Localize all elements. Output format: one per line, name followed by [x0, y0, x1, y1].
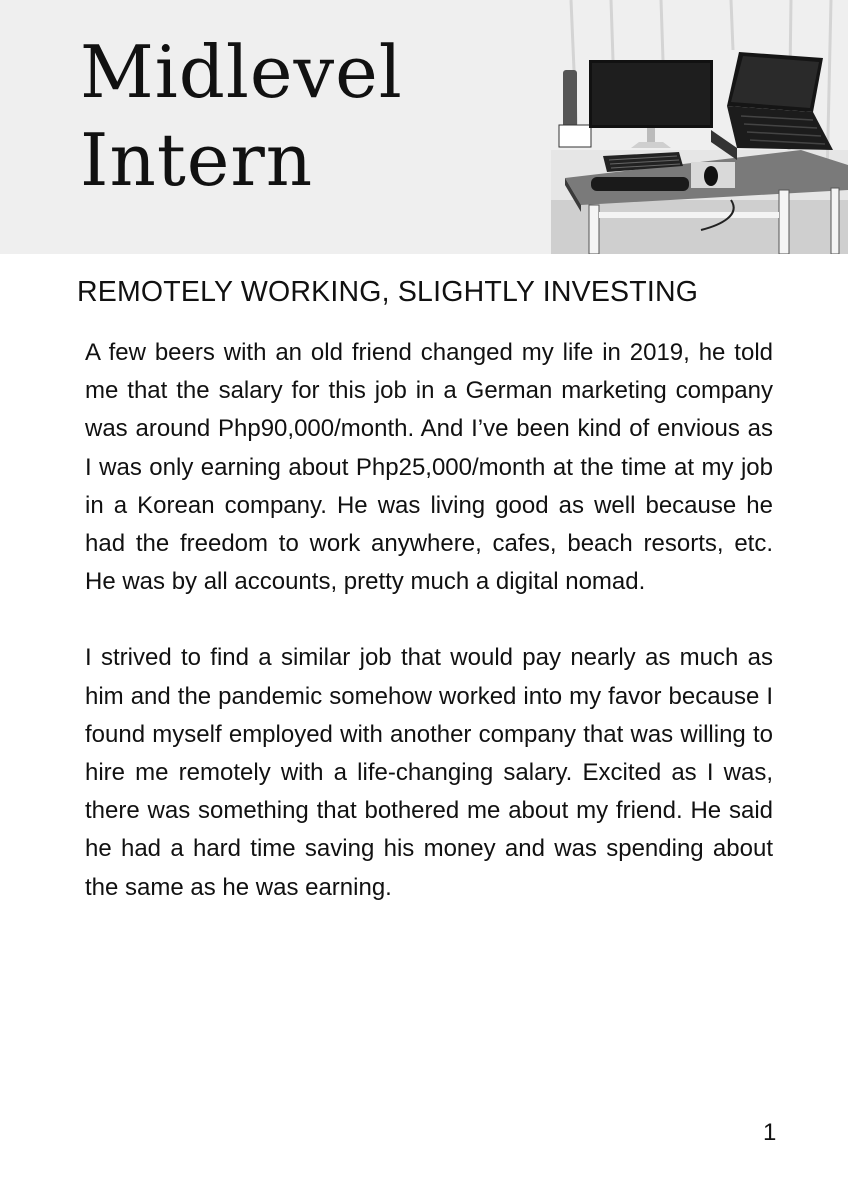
page-number: 1 [763, 1119, 777, 1146]
paragraph-2: I strived to find a similar job that would pay nearly as much as him and the pandemic somehow worked into my favor because I found myself employed with another company that was willing to hire me remotely with a life-changing salary. Excited as I was, there was something that bothered me about my friend. He said he had a hard time saving his money and was spending about the same as he was earning. [85, 644, 773, 901]
paragraph-1: A few beers with an old friend changed my life in 2019, he told me that the salary for this job in a German marketing company was around Php90,000/month. And I’ve been kind of envious as I was only earning about Php25,000/month at the time at my job in a Korean company. He was living good as well because he had the freedom to work anywhere, cafes, beach resorts, etc. He was by all accounts, pretty much a digital nomad. [85, 339, 773, 596]
page-title [80, 28, 403, 204]
title-line-1: Midlevel [80, 30, 403, 114]
title-line-2: Intern [80, 118, 314, 202]
article-body [85, 334, 773, 945]
desk-setup-photo [551, 0, 848, 254]
section-heading: REMOTELY WORKING, SLIGHTLY INVESTING [77, 276, 699, 308]
